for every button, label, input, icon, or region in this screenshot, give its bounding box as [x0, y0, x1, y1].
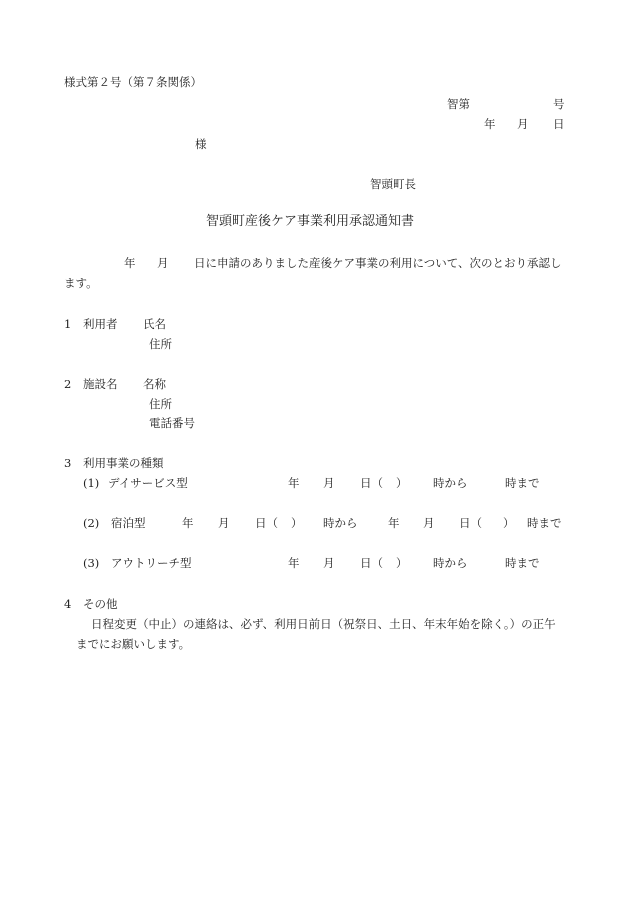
service-row-3-day: 日（ [360, 556, 383, 570]
service-row-2-close-paren2: ） [503, 516, 515, 530]
date-day: 日 [553, 117, 565, 131]
body-year: 年 [124, 256, 136, 270]
section-3-number: 3 [64, 456, 72, 470]
user-name-label: 氏名 [143, 317, 166, 331]
form-number: 様式第２号（第７条関係） [64, 75, 202, 89]
body-month: 月 [157, 256, 169, 270]
document-title: 智頭町産後ケア事業利用承認通知書 [206, 214, 415, 229]
service-row-2-year: 年 [182, 516, 194, 530]
addressee-sama: 様 [195, 137, 207, 151]
service-row-2-number: (2) [83, 516, 100, 530]
service-row-3-to: 時まで [505, 556, 540, 570]
service-row-3-label: アウトリーチ型 [111, 556, 192, 570]
service-row-2-from: 時から [323, 516, 358, 530]
service-row-2-day2: 日（ [459, 516, 482, 530]
service-row-1-year: 年 [288, 476, 300, 490]
section-4-label: その他 [83, 597, 118, 611]
service-row-3-number: (3) [83, 556, 100, 570]
service-row-2-year2: 年 [388, 516, 400, 530]
service-row-1-month: 月 [323, 476, 335, 490]
service-row-3-close-paren: ） [396, 556, 408, 570]
notes-line1: 日程変更（中止）の連絡は、必ず、利用日前日（祝祭日、土日、年末年始を除く。）の正午 [91, 617, 556, 631]
notes-line2: までにお願いします。 [76, 637, 191, 651]
service-row-2-day: 日（ [255, 516, 278, 530]
section-2-number: 2 [64, 377, 72, 391]
section-1-number: 1 [64, 317, 72, 331]
section-1-label: 利用者 [83, 317, 118, 331]
service-row-2-label: 宿泊型 [111, 516, 146, 530]
service-row-3-month: 月 [323, 556, 335, 570]
facility-phone-label: 電話番号 [149, 416, 195, 430]
facility-name-label: 名称 [143, 377, 166, 391]
ref-number-suffix: 号 [553, 97, 565, 111]
service-row-2-month: 月 [218, 516, 230, 530]
section-4-number: 4 [64, 597, 72, 611]
service-row-1-to: 時まで [505, 476, 540, 490]
section-2-label: 施設名 [83, 377, 118, 391]
service-row-1-close-paren: ） [396, 476, 408, 490]
service-row-2-month2: 月 [423, 516, 435, 530]
service-row-1-from: 時から [433, 476, 468, 490]
ref-number-prefix: 智第 [447, 97, 470, 111]
service-row-2-to: 時まで [527, 516, 562, 530]
service-row-1-day: 日（ [360, 476, 383, 490]
service-row-3-year: 年 [288, 556, 300, 570]
body-text-line1: 日に申請のありました産後ケア事業の利用について、次のとおり承認し [194, 256, 562, 270]
issuer: 智頭町長 [370, 177, 416, 191]
facility-address-label: 住所 [149, 397, 172, 411]
service-row-1-label: デイサービス型 [108, 476, 188, 490]
date-month: 月 [517, 117, 529, 131]
service-row-3-from: 時から [433, 556, 468, 570]
service-row-1-number: (1) [83, 476, 100, 490]
user-address-label: 住所 [149, 337, 172, 351]
date-year: 年 [484, 117, 496, 131]
section-3-label: 利用事業の種類 [83, 456, 164, 470]
service-row-2-close-paren: ） [291, 516, 303, 530]
body-text-line2: ます。 [64, 276, 98, 290]
